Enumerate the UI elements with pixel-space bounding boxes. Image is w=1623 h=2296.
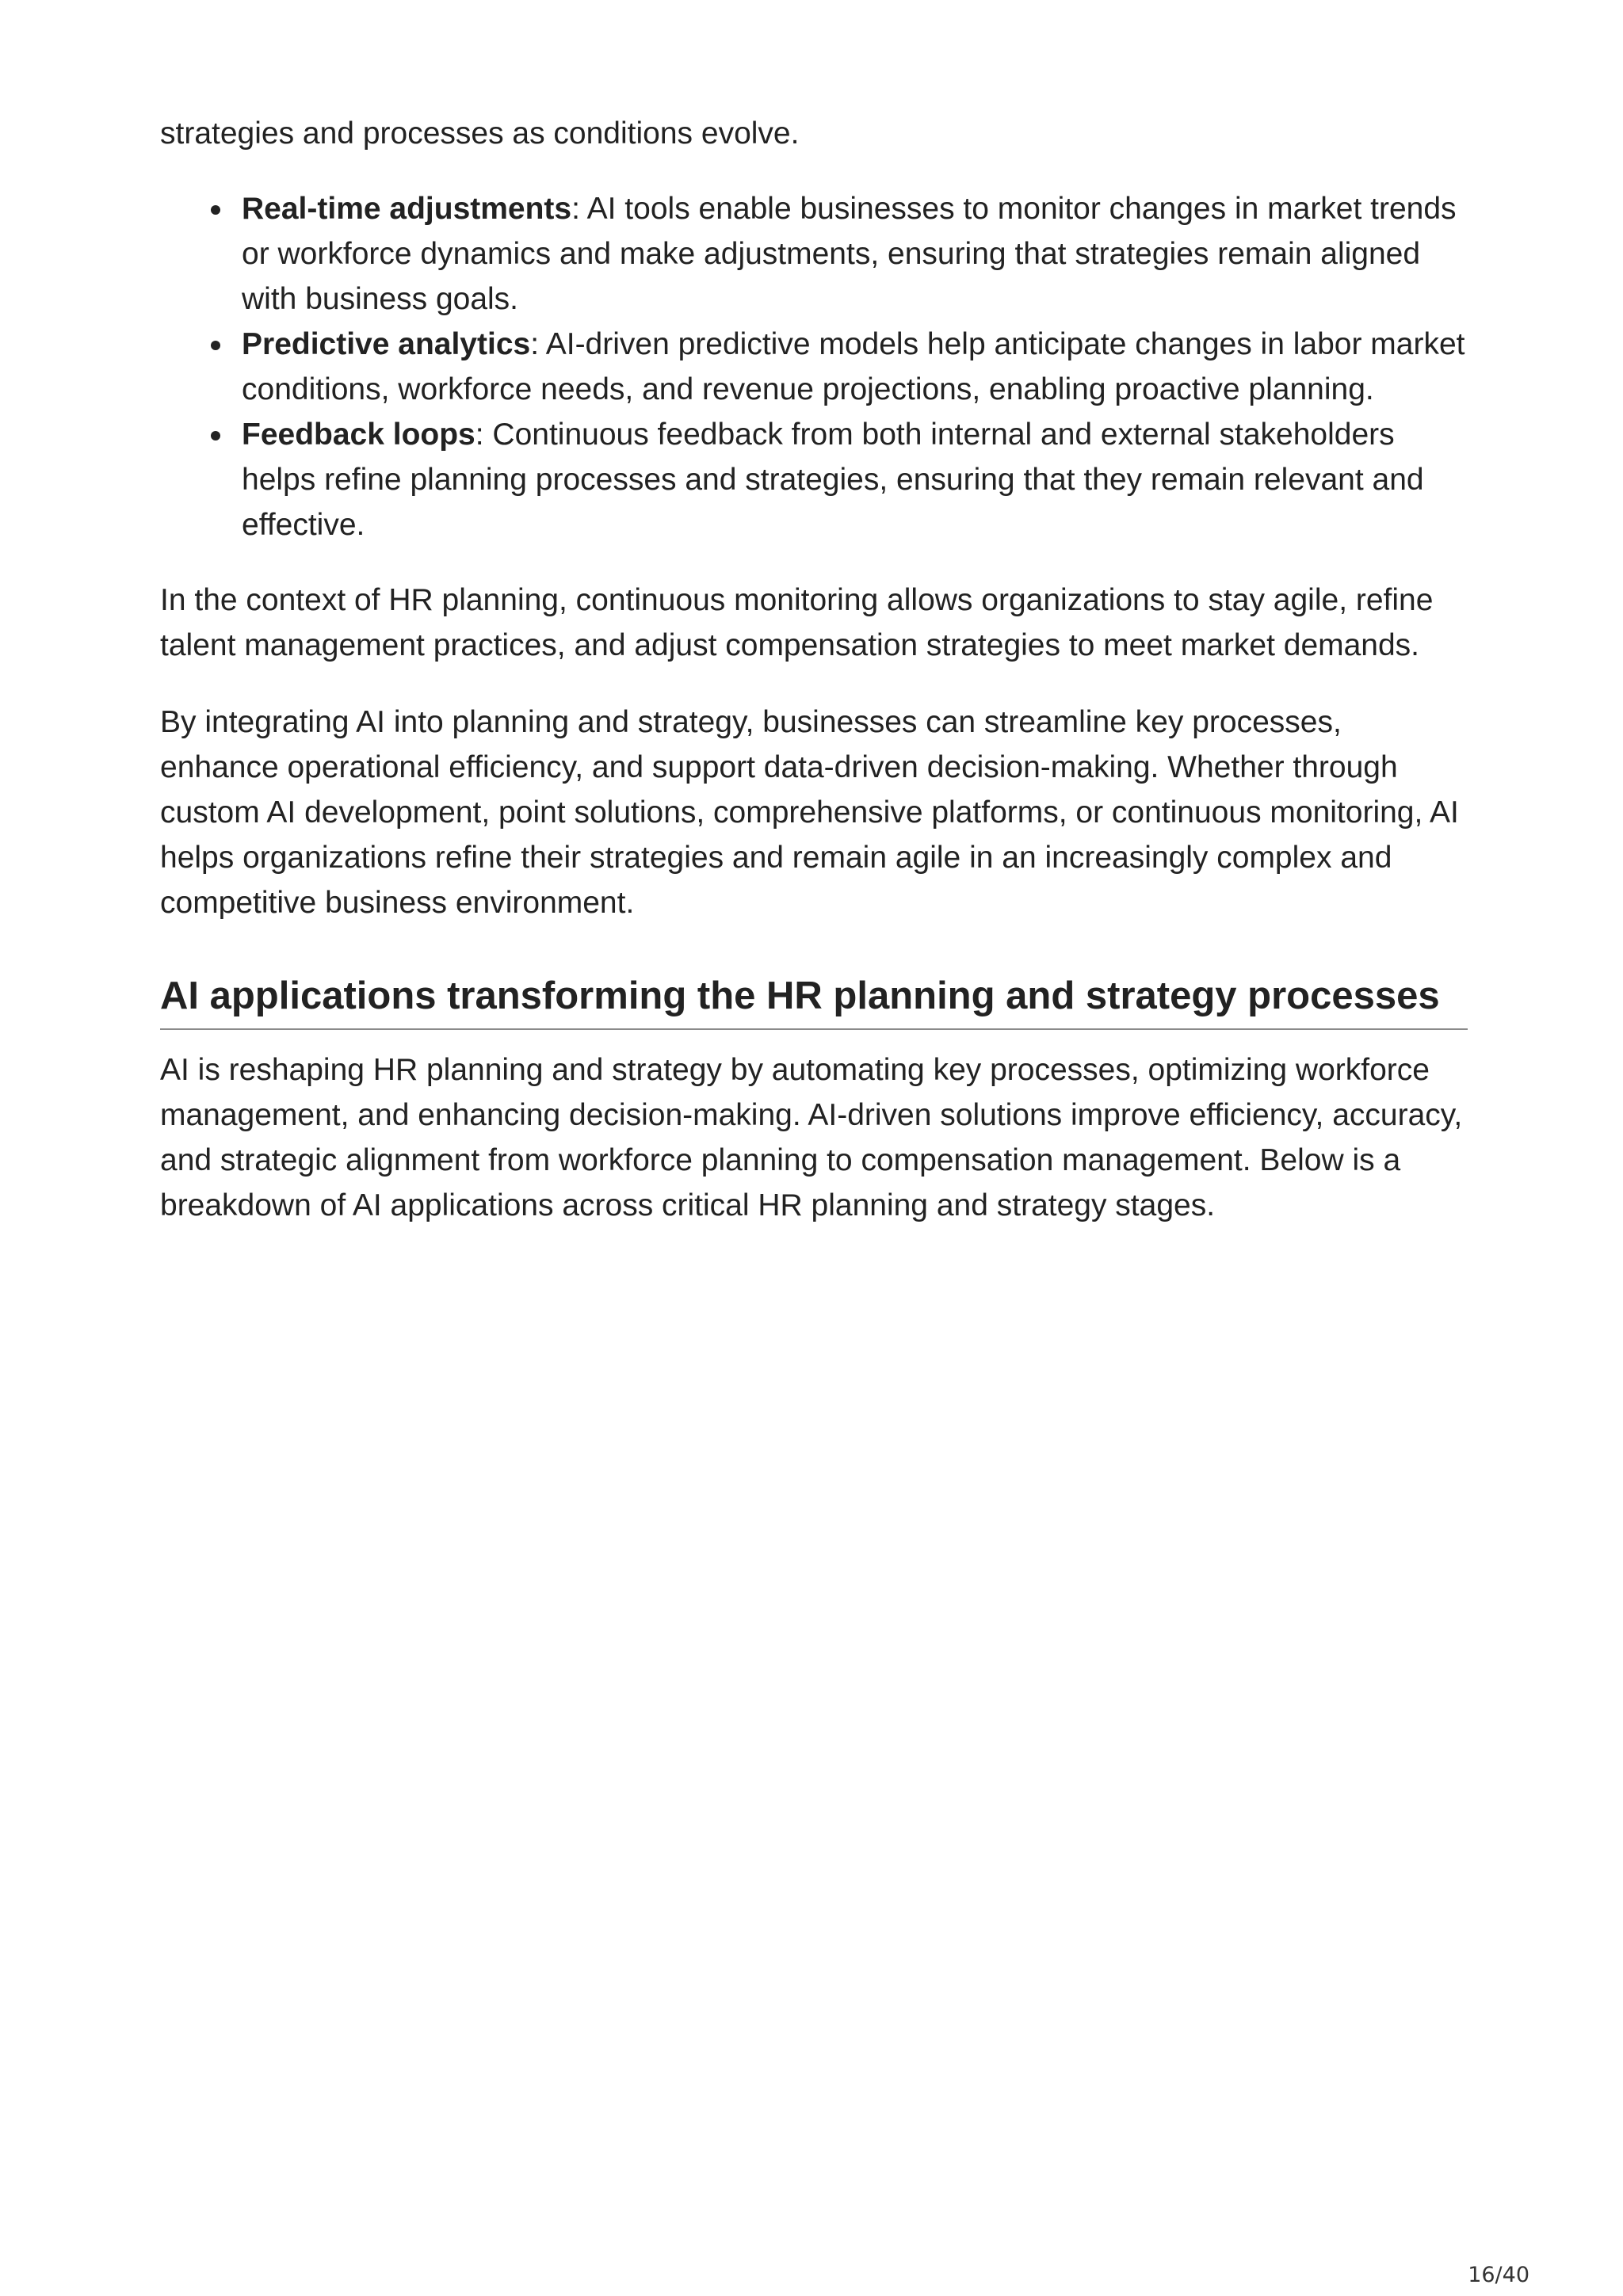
section-body: AI is reshaping HR planning and strategy by automating key processes, optimizing workforce management, and enhancing decision-making. AI-driven solutions improve efficiency, accuracy, and strategic alignment from workforce planning to compensation management. Below is a breakdown of AI applications across critical HR planning and strategy stages. <box>160 1053 1463 1222</box>
document-content <box>160 111 1468 1260</box>
bullet-text: : AI-driven predictive models help anticipate changes in labor market conditions, workforce needs, and revenue projections, enabling proactive planning. <box>242 327 1465 406</box>
bullet-term: Predictive analytics <box>242 327 531 361</box>
list-item <box>242 322 1468 412</box>
bullet-term: Feedback loops <box>242 418 475 452</box>
list-item <box>242 186 1468 322</box>
bullet-text: : Continuous feedback from both internal and external stakeholders helps refine planning processes and strategies, ensuring that they remain relevant and effective. <box>242 418 1424 542</box>
list-item <box>242 412 1468 547</box>
intro-fragment: strategies and processes as conditions evolve. <box>160 116 800 151</box>
bullet-text: : AI tools enable businesses to monitor changes in market trends or workforce dynamics and make adjustments, ensuring that strategies remain aligned with business goals. <box>242 192 1457 316</box>
section-heading: AI applications transforming the HR planning and strategy processes <box>160 971 1468 1030</box>
page-number: 16/40 <box>1468 2263 1529 2287</box>
paragraph-hr-planning: In the context of HR planning, continuous monitoring allows organizations to stay agile, refine talent management practices, and adjust compensation strategies to meet market demands. <box>160 583 1434 662</box>
paragraph-integrating-ai: By integrating AI into planning and strategy, businesses can streamline key processes, enhance operational efficiency, and support data-driven decision-making. Whether through custom AI development, point solutions, comprehensive platforms, or continuous monitoring, AI helps organizations refine their strategies and remain agile in an increasingly complex and competitive business environment. <box>160 705 1459 920</box>
bullet-term: Real-time adjustments <box>242 192 572 226</box>
bullet-list <box>160 186 1468 547</box>
